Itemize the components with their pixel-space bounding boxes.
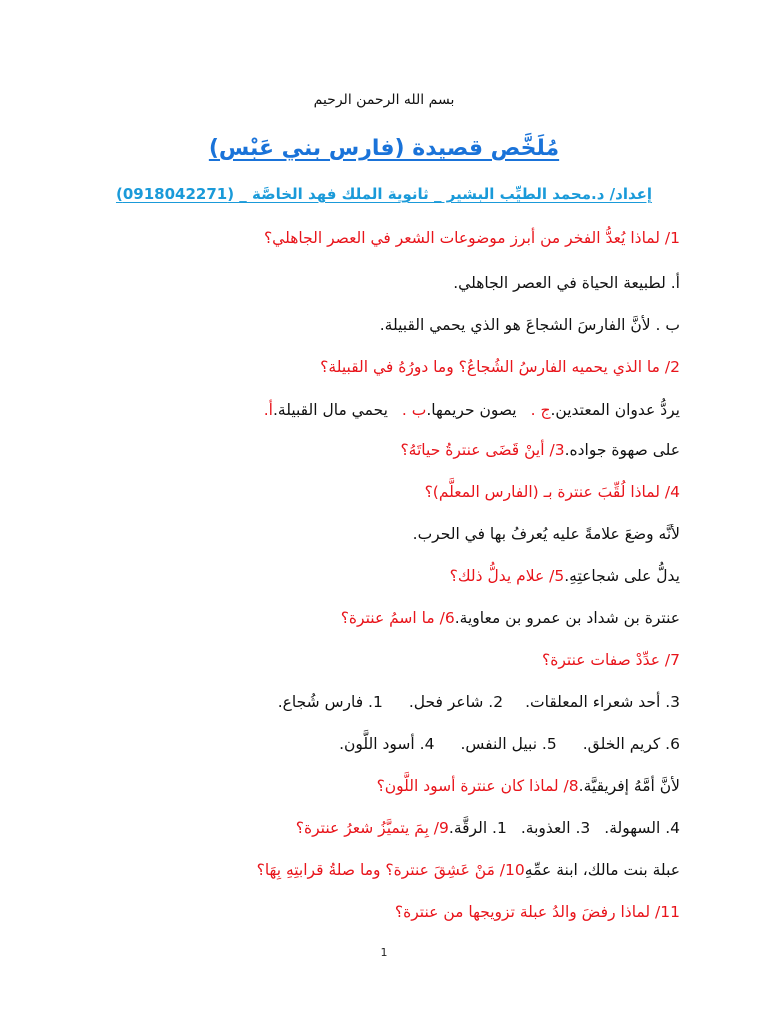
- qa-3: [400, 438, 680, 462]
- question-9: 9/ بِمَ يتميَّزُ شعرُ عنترة؟: [295, 819, 449, 837]
- trait-5: 5. نبيل النفس.: [460, 735, 557, 753]
- question-1: 1/ لماذا يُعدُّ الفخر من أبرز موضوعات الشعر في العصر الجاهلي؟: [263, 229, 680, 247]
- question-10: 10/ مَنْ عَشِقَ عنترة؟ وما صلةُ قرابتِهِ بِهَا؟: [256, 861, 525, 879]
- page-number: 1: [380, 946, 388, 959]
- question-2: 2/ ما الذي يحميه الفارسُ الشُجاعُ؟ وما دورُهُ في القبيلة؟: [320, 358, 680, 376]
- question-7: 7/ عدِّدْ صفات عنترة؟: [542, 651, 680, 669]
- answer-5: يدلُّ على شجاعتِهِ.: [564, 567, 680, 585]
- answer-9-item-2: 3. العذوبة.: [520, 819, 591, 837]
- trait-6: 6. كريم الخلق.: [582, 735, 680, 753]
- qa-5: [450, 564, 680, 588]
- answer-2-item-a: يحمي مال القبيلة.: [272, 401, 388, 419]
- answer-3: على صهوة جواده.: [564, 441, 680, 459]
- question-5: 5/ علام يدلُّ ذلك؟: [449, 567, 565, 585]
- answer-7-row-2: [339, 732, 680, 756]
- answer-7-row-1: [278, 690, 680, 714]
- question-8: 8/ لماذا كان عنترة أسود اللَّون؟: [376, 777, 579, 795]
- qa-8: [377, 774, 680, 798]
- qa-9: [296, 816, 680, 840]
- trait-1: 1. فارس شُجاع.: [277, 693, 383, 711]
- answer-10: عبلة بنت مالك، ابنة عمِّهِ: [524, 861, 680, 879]
- answer-1b: ب . لأنَّ الفارسَ الشجاعَ هو الذي يحمي القبيلة.: [379, 316, 680, 334]
- author-line: إعداد/ د.محمد الطيِّب البشير _ ثانوية الملك فهد الخاصَّة _ (0918042271): [115, 185, 653, 203]
- question-6: 6/ ما اسمُ عنترة؟: [340, 609, 455, 627]
- bismillah: بسم الله الرحمن الرحيم: [313, 92, 455, 108]
- qa-10: [257, 858, 680, 882]
- question-3: 3/ أينْ قَضَى عنترةُ حياتَهُ؟: [400, 441, 565, 459]
- answer-2-label-c: ج .: [530, 401, 551, 419]
- answer-2-label-a: أ.: [263, 401, 273, 419]
- answer-8: لأنَّ أمَّهُ إفريقيَّة.: [578, 777, 680, 795]
- qa-6: [341, 606, 680, 630]
- question-11: 11/ لماذا رفضَ والدُ عبلة تزويجها من عنترة؟: [394, 903, 680, 921]
- answer-1a: أ. لطبيعة الحياة في العصر الجاهلي.: [453, 274, 680, 292]
- question-4: 4/ لماذا لُقِّبَ عنترة بـ (الفارس المعلَّم)؟: [424, 483, 680, 501]
- answer-9-item-1: 1. الرقَّة.: [448, 819, 507, 837]
- trait-3: 3. أحد شعراء المعلقات.: [525, 693, 680, 711]
- answer-2-item-c: يردُّ عدوان المعتدين.: [550, 401, 680, 419]
- page-title: مُلَخَّص قصيدة (فارس بني عَبْس): [208, 136, 560, 161]
- answer-2-label-b: ب .: [401, 401, 427, 419]
- answer-6: عنترة بن شداد بن عمرو بن معاوية.: [454, 609, 680, 627]
- answer-4: لأنَّه وضعَ علامةً عليه يُعرفُ بها في الحرب.: [412, 525, 680, 543]
- trait-2: 2. شاعر فحل.: [408, 693, 504, 711]
- answer-2: [264, 398, 680, 422]
- trait-4: 4. أسود اللَّون.: [339, 735, 435, 753]
- answer-2-item-b: يصون حريمها.: [426, 401, 517, 419]
- answer-9-item-3: 4. السهولة.: [604, 819, 680, 837]
